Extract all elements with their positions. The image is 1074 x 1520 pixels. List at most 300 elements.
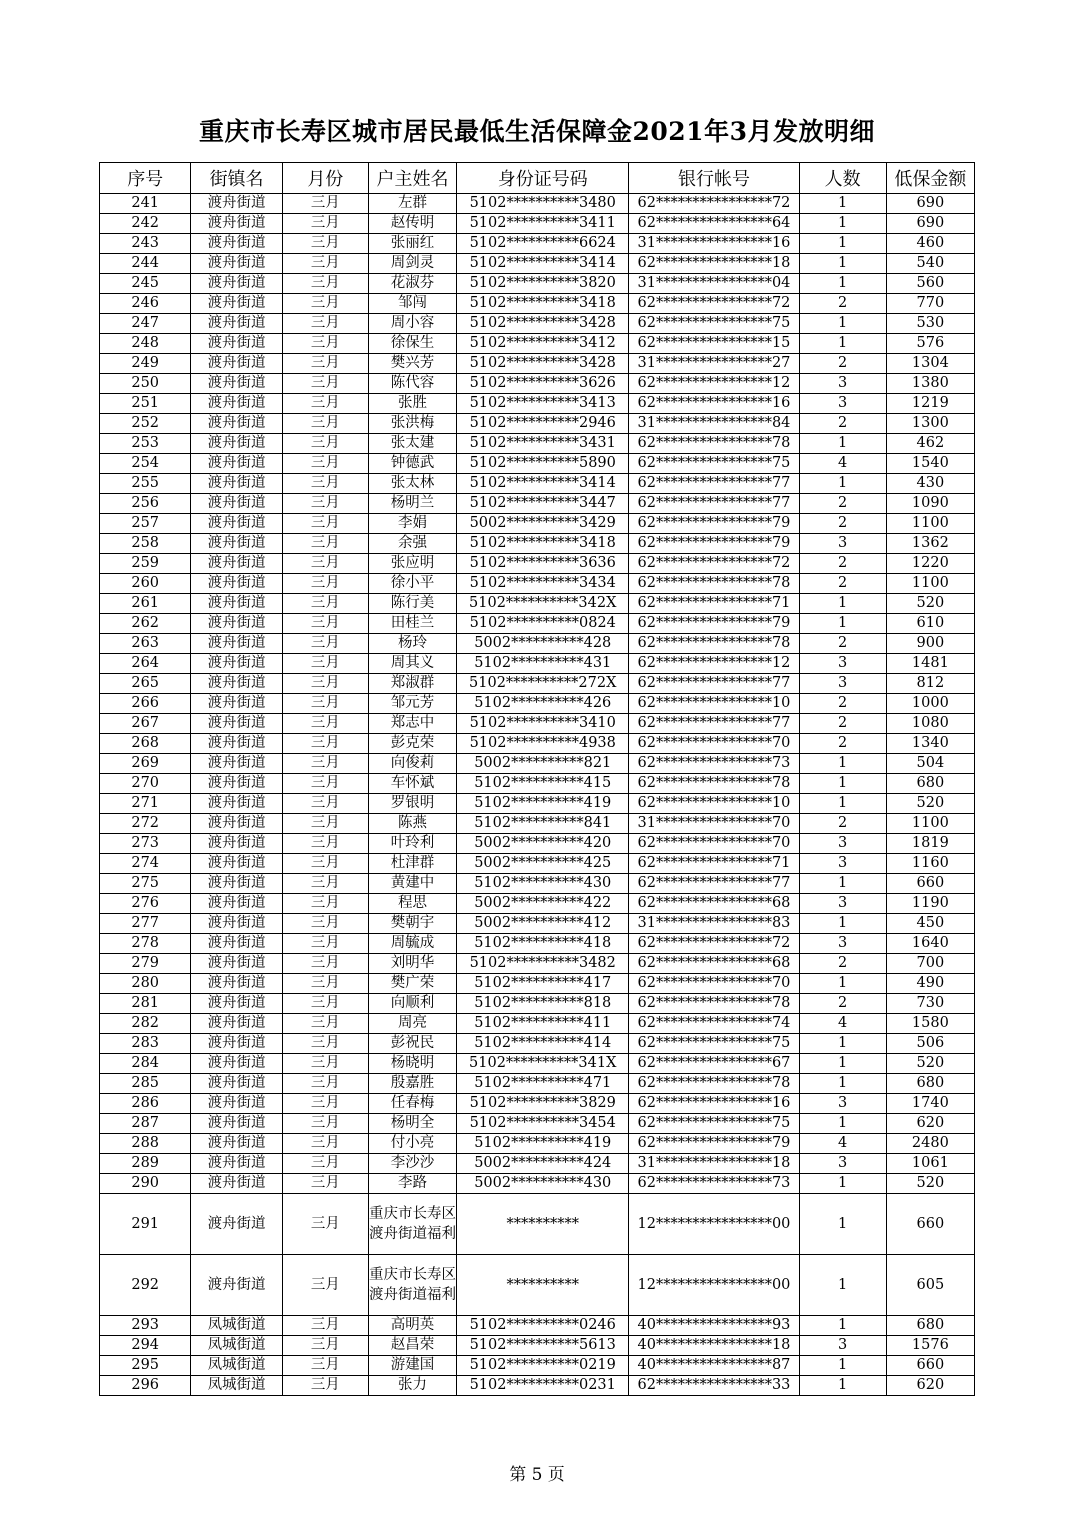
householder-name: 陈燕 [368,814,456,834]
month: 三月 [282,494,368,514]
table-row [100,554,975,574]
bank-account: 62****************77 [629,714,799,734]
month: 三月 [282,794,368,814]
bank-account: 62****************77 [629,494,799,514]
id-number: 5102**********3829 [457,1094,629,1114]
table-row [100,1376,975,1396]
householder-name: 周小容 [368,314,456,334]
householder-name: 赵传明 [368,214,456,234]
bank-account: 62****************12 [629,654,799,674]
id-number: 5102**********3480 [457,194,629,214]
row-index: 263 [100,634,191,654]
bank-account: 62****************68 [629,894,799,914]
allowance-amount: 680 [886,1316,974,1336]
id-number: 5102**********818 [457,994,629,1014]
id-number: 5102**********341X [457,1054,629,1074]
table-row [100,1014,975,1034]
allowance-amount: 1100 [886,814,974,834]
householder-name: 樊朝宇 [368,914,456,934]
householder-name: 彭祝民 [368,1034,456,1054]
row-index: 264 [100,654,191,674]
people-count: 3 [799,1154,886,1174]
id-number: 5102**********272X [457,674,629,694]
people-count: 3 [799,534,886,554]
street-name: 凤城街道 [191,1316,282,1336]
header-index: 序号 [100,163,191,194]
householder-name: 周毓成 [368,934,456,954]
street-name: 渡舟街道 [191,1194,282,1255]
month: 三月 [282,1174,368,1194]
row-index: 247 [100,314,191,334]
allowance-amount: 620 [886,1376,974,1396]
street-name: 渡舟街道 [191,474,282,494]
bank-account: 62****************16 [629,394,799,414]
bank-account: 62****************67 [629,1054,799,1074]
table-row [100,874,975,894]
month: 三月 [282,574,368,594]
people-count: 1 [799,314,886,334]
street-name: 渡舟街道 [191,1114,282,1134]
people-count: 1 [799,914,886,934]
bank-account: 62****************72 [629,294,799,314]
row-index: 293 [100,1316,191,1336]
month: 三月 [282,314,368,334]
table-row [100,714,975,734]
table-row [100,414,975,434]
people-count: 2 [799,634,886,654]
month: 三月 [282,674,368,694]
people-count: 1 [799,474,886,494]
allowance-amount: 540 [886,254,974,274]
bank-account: 40****************93 [629,1316,799,1336]
street-name: 渡舟街道 [191,1174,282,1194]
header-bank-account: 银行帐号 [629,163,799,194]
allowance-amount: 700 [886,954,974,974]
street-name: 渡舟街道 [191,274,282,294]
bank-account: 62****************75 [629,314,799,334]
id-number: 5102**********0246 [457,1316,629,1336]
street-name: 渡舟街道 [191,894,282,914]
people-count: 1 [799,274,886,294]
householder-name: 张胜 [368,394,456,414]
row-index: 242 [100,214,191,234]
row-index: 286 [100,1094,191,1114]
table-row [100,314,975,334]
bank-account: 12****************00 [629,1255,799,1316]
people-count: 3 [799,834,886,854]
month: 三月 [282,1054,368,1074]
people-count: 3 [799,854,886,874]
householder-name: 张力 [368,1376,456,1396]
people-count: 2 [799,494,886,514]
allowance-amount: 660 [886,1194,974,1255]
street-name: 渡舟街道 [191,854,282,874]
householder-name: 余强 [368,534,456,554]
street-name: 渡舟街道 [191,214,282,234]
allowance-amount: 490 [886,974,974,994]
id-number: 5102**********417 [457,974,629,994]
street-name: 渡舟街道 [191,454,282,474]
people-count: 3 [799,1336,886,1356]
householder-name: 樊兴芳 [368,354,456,374]
id-number: ********** [457,1255,629,1316]
table-row [100,1336,975,1356]
table-row [100,994,975,1014]
people-count: 1 [799,1034,886,1054]
id-number: 5102**********2946 [457,414,629,434]
table-row [100,974,975,994]
allowance-amount: 1576 [886,1336,974,1356]
allowance-amount: 520 [886,794,974,814]
bank-account: 31****************18 [629,1154,799,1174]
table-row [100,614,975,634]
bank-account: 62****************78 [629,574,799,594]
people-count: 3 [799,394,886,414]
people-count: 3 [799,894,886,914]
allowance-amount: 730 [886,994,974,1014]
street-name: 渡舟街道 [191,374,282,394]
id-number: 5002**********430 [457,1174,629,1194]
month: 三月 [282,514,368,534]
allowance-amount: 660 [886,1356,974,1376]
page-number: 第 5 页 [509,1465,565,1485]
month: 三月 [282,754,368,774]
bank-account: 62****************15 [629,334,799,354]
month: 三月 [282,274,368,294]
id-number: 5102**********3428 [457,314,629,334]
bank-account: 62****************73 [629,1174,799,1194]
allowance-amount: 576 [886,334,974,354]
table-row [100,934,975,954]
people-count: 4 [799,1134,886,1154]
householder-name: 花淑芬 [368,274,456,294]
people-count: 2 [799,294,886,314]
street-name: 渡舟街道 [191,674,282,694]
row-index: 275 [100,874,191,894]
table-row [100,574,975,594]
row-index: 258 [100,534,191,554]
bank-account: 12****************00 [629,1194,799,1255]
allowance-amount: 1362 [886,534,974,554]
people-count: 3 [799,374,886,394]
allowance-amount: 460 [886,234,974,254]
householder-name: 周亮 [368,1014,456,1034]
householder-name: 赵昌荣 [368,1336,456,1356]
people-count: 4 [799,454,886,474]
people-count: 1 [799,594,886,614]
header-id-number: 身份证号码 [457,163,629,194]
month: 三月 [282,194,368,214]
id-number: 5102**********3636 [457,554,629,574]
month: 三月 [282,874,368,894]
row-index: 243 [100,234,191,254]
householder-name: 高明英 [368,1316,456,1336]
table-row [100,374,975,394]
people-count: 1 [799,774,886,794]
householder-name: 樊广荣 [368,974,456,994]
allowance-amount: 680 [886,1074,974,1094]
month: 三月 [282,1094,368,1114]
month: 三月 [282,974,368,994]
row-index: 289 [100,1154,191,1174]
street-name: 渡舟街道 [191,574,282,594]
table-row [100,514,975,534]
householder-name: 钟德武 [368,454,456,474]
table-row [100,854,975,874]
allowance-amount: 1090 [886,494,974,514]
id-number: 5002**********428 [457,634,629,654]
id-number: 5102**********0824 [457,614,629,634]
row-index: 284 [100,1054,191,1074]
bank-account: 62****************75 [629,1034,799,1054]
bank-account: 62****************77 [629,874,799,894]
month: 三月 [282,954,368,974]
row-index: 254 [100,454,191,474]
street-name: 渡舟街道 [191,614,282,634]
id-number: 5002**********412 [457,914,629,934]
allowance-amount: 605 [886,1255,974,1316]
id-number: 5102**********4938 [457,734,629,754]
header-householder: 户主姓名 [368,163,456,194]
people-count: 1 [799,874,886,894]
householder-name: 杨玲 [368,634,456,654]
people-count: 3 [799,674,886,694]
bank-account: 31****************04 [629,274,799,294]
people-count: 2 [799,414,886,434]
people-count: 3 [799,1094,886,1114]
row-index: 279 [100,954,191,974]
people-count: 1 [799,1316,886,1336]
people-count: 2 [799,814,886,834]
row-index: 257 [100,514,191,534]
allowance-amount: 1160 [886,854,974,874]
table-row [100,194,975,214]
row-index: 255 [100,474,191,494]
allowance-amount: 462 [886,434,974,454]
householder-name: 车怀斌 [368,774,456,794]
id-number: 5102**********3447 [457,494,629,514]
street-name: 渡舟街道 [191,1134,282,1154]
allowance-amount: 450 [886,914,974,934]
id-number: 5002**********424 [457,1154,629,1174]
row-index: 281 [100,994,191,1014]
table-row [100,834,975,854]
bank-account: 62****************78 [629,1074,799,1094]
month: 三月 [282,654,368,674]
householder-name: 向顺利 [368,994,456,1014]
street-name: 渡舟街道 [191,974,282,994]
people-count: 1 [799,794,886,814]
householder-name: 邹元芳 [368,694,456,714]
month: 三月 [282,994,368,1014]
row-index: 280 [100,974,191,994]
householder-name: 付小亮 [368,1134,456,1154]
row-index: 287 [100,1114,191,1134]
row-index: 285 [100,1074,191,1094]
people-count: 1 [799,1054,886,1074]
allowance-amount: 1220 [886,554,974,574]
id-number: 5102**********411 [457,1014,629,1034]
month: 三月 [282,294,368,314]
id-number: 5102**********414 [457,1034,629,1054]
table-row [100,534,975,554]
bank-account: 40****************18 [629,1336,799,1356]
id-number: 5102**********419 [457,1134,629,1154]
table-row [100,634,975,654]
street-name: 渡舟街道 [191,714,282,734]
month: 三月 [282,214,368,234]
id-number: 5102**********415 [457,774,629,794]
bank-account: 62****************79 [629,514,799,534]
id-number: 5102**********5613 [457,1336,629,1356]
people-count: 2 [799,954,886,974]
people-count: 2 [799,554,886,574]
row-index: 282 [100,1014,191,1034]
allowance-amount: 1000 [886,694,974,714]
id-number: 5102**********3434 [457,574,629,594]
bank-account: 62****************74 [629,1014,799,1034]
street-name: 渡舟街道 [191,394,282,414]
bank-account: 31****************16 [629,234,799,254]
bank-account: 31****************84 [629,414,799,434]
people-count: 1 [799,754,886,774]
table-row [100,814,975,834]
table-row [100,1034,975,1054]
householder-name: 杜津群 [368,854,456,874]
month: 三月 [282,414,368,434]
month: 三月 [282,1316,368,1336]
people-count: 2 [799,734,886,754]
street-name: 渡舟街道 [191,594,282,614]
row-index: 241 [100,194,191,214]
bank-account: 62****************75 [629,454,799,474]
street-name: 渡舟街道 [191,354,282,374]
bank-account: 62****************12 [629,374,799,394]
table-row [100,474,975,494]
table-row [100,1255,975,1316]
street-name: 渡舟街道 [191,314,282,334]
month: 三月 [282,614,368,634]
table-row [100,1134,975,1154]
row-index: 245 [100,274,191,294]
householder-name: 周剑灵 [368,254,456,274]
row-index: 252 [100,414,191,434]
month: 三月 [282,894,368,914]
householder-name: 徐小平 [368,574,456,594]
householder-name: 黄建中 [368,874,456,894]
street-name: 渡舟街道 [191,194,282,214]
table-row [100,294,975,314]
table-row [100,794,975,814]
bank-account: 62****************78 [629,774,799,794]
month: 三月 [282,1255,368,1316]
allowance-amount: 1300 [886,414,974,434]
street-name: 渡舟街道 [191,754,282,774]
bank-account: 62****************72 [629,194,799,214]
street-name: 渡舟街道 [191,914,282,934]
householder-name: 郑志中 [368,714,456,734]
row-index: 272 [100,814,191,834]
street-name: 渡舟街道 [191,694,282,714]
month: 三月 [282,234,368,254]
street-name: 渡舟街道 [191,294,282,314]
id-number: 5102**********841 [457,814,629,834]
id-number: ********** [457,1194,629,1255]
row-index: 244 [100,254,191,274]
allowance-amount: 520 [886,1054,974,1074]
month: 三月 [282,1194,368,1255]
table-row [100,1174,975,1194]
row-index: 250 [100,374,191,394]
row-index: 249 [100,354,191,374]
bank-account: 62****************77 [629,474,799,494]
people-count: 3 [799,654,886,674]
row-index: 262 [100,614,191,634]
month: 三月 [282,814,368,834]
table-row [100,754,975,774]
householder-name: 任春梅 [368,1094,456,1114]
bank-account: 62****************70 [629,734,799,754]
householder-name: 向俊莉 [368,754,456,774]
allowance-amount: 2480 [886,1134,974,1154]
month: 三月 [282,854,368,874]
householder-name: 李路 [368,1174,456,1194]
table-row [100,1316,975,1336]
allowance-table [99,162,975,1396]
allowance-amount: 1819 [886,834,974,854]
street-name: 渡舟街道 [191,254,282,274]
row-index: 246 [100,294,191,314]
allowance-amount: 1540 [886,454,974,474]
month: 三月 [282,934,368,954]
month: 三月 [282,834,368,854]
people-count: 2 [799,354,886,374]
month: 三月 [282,1014,368,1034]
table-row [100,334,975,354]
people-count: 1 [799,974,886,994]
table-row [100,354,975,374]
street-name: 渡舟街道 [191,1014,282,1034]
table-row [100,274,975,294]
row-index: 269 [100,754,191,774]
row-index: 278 [100,934,191,954]
people-count: 2 [799,994,886,1014]
id-number: 5102**********471 [457,1074,629,1094]
householder-name: 杨明兰 [368,494,456,514]
bank-account: 62****************72 [629,934,799,954]
street-name: 渡舟街道 [191,934,282,954]
bank-account: 62****************64 [629,214,799,234]
month: 三月 [282,734,368,754]
table-row [100,434,975,454]
row-index: 251 [100,394,191,414]
bank-account: 62****************10 [629,794,799,814]
bank-account: 62****************71 [629,594,799,614]
street-name: 渡舟街道 [191,734,282,754]
bank-account: 62****************70 [629,834,799,854]
bank-account: 62****************79 [629,614,799,634]
householder-name: 陈行美 [368,594,456,614]
row-index: 248 [100,334,191,354]
allowance-amount: 506 [886,1034,974,1054]
month: 三月 [282,774,368,794]
id-number: 5102**********3626 [457,374,629,394]
street-name: 渡舟街道 [191,414,282,434]
month: 三月 [282,1034,368,1054]
month: 三月 [282,334,368,354]
row-index: 266 [100,694,191,714]
allowance-amount: 520 [886,594,974,614]
